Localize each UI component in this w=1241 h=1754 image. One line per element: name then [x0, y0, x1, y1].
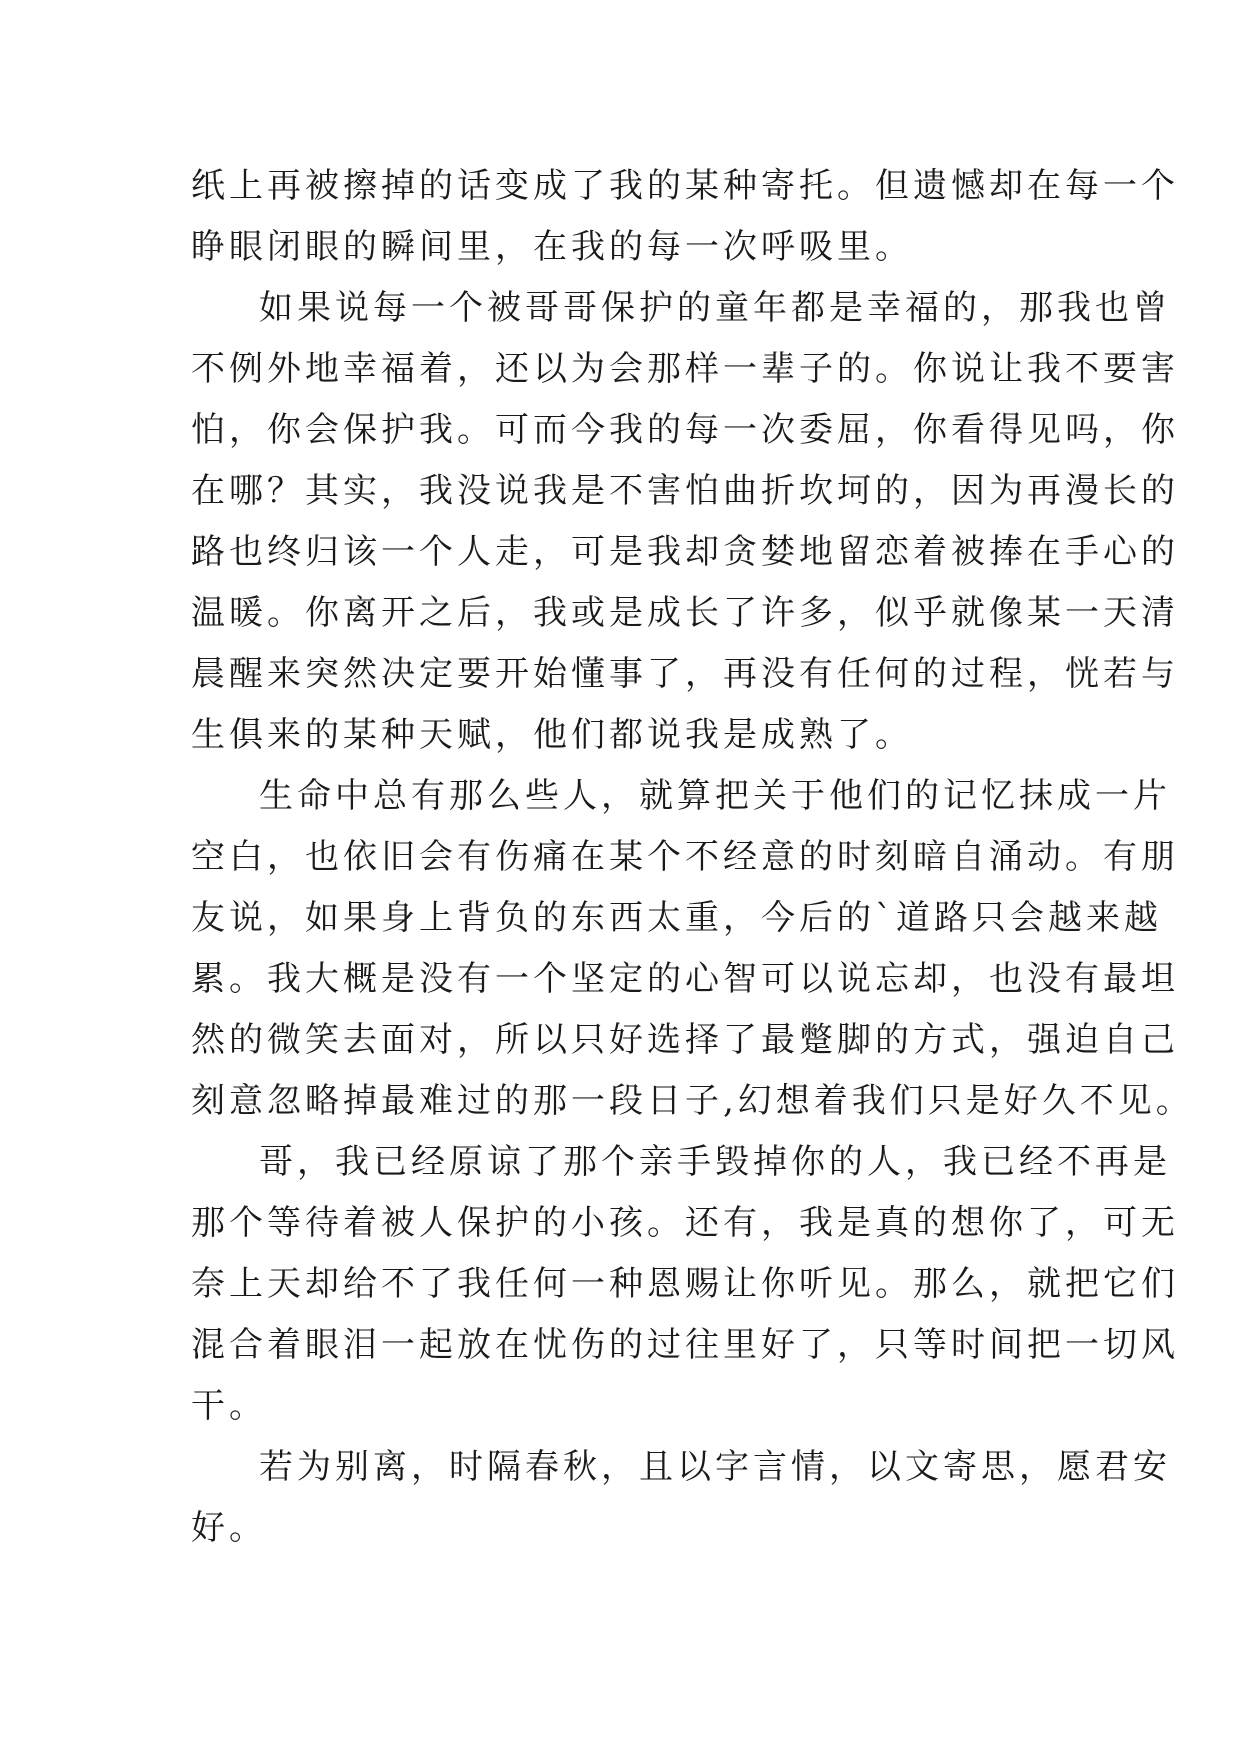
text-line: 生命中总有那么些人，就算把关于他们的记忆抹成一片 — [259, 776, 1171, 816]
text-line: 在哪？其实，我没说我是不害怕曲折坎坷的，因为再漫长的 — [191, 471, 1179, 511]
text-line: 如果说每一个被哥哥保护的童年都是幸福的，那我也曾 — [259, 288, 1171, 328]
text-line: 温暖。你离开之后，我或是成长了许多，似乎就像某一天清 — [191, 593, 1179, 633]
text-line: 刻意忽略掉最难过的那一段日子,幻想着我们只是好久不见。 — [191, 1081, 1194, 1121]
text-line: 生俱来的某种天赋，他们都说我是成熟了。 — [191, 715, 913, 755]
text-line: 怕，你会保护我。可而今我的每一次委屈，你看得见吗，你 — [191, 410, 1179, 450]
text-line: 哥，我已经原谅了那个亲手毁掉你的人，我已经不再是 — [259, 1142, 1171, 1182]
text-line: 好。 — [191, 1508, 267, 1548]
text-line: 干。 — [191, 1386, 267, 1426]
body-text — [191, 156, 1194, 1559]
text-line: 纸上再被擦掉的话变成了我的某种寄托。但遗憾却在每一个 — [191, 166, 1179, 206]
text-line: 然的微笑去面对，所以只好选择了最蹩脚的方式，强迫自己 — [191, 1020, 1179, 1060]
text-line: 睁眼闭眼的瞬间里，在我的每一次呼吸里。 — [191, 227, 913, 267]
text-line: 累。我大概是没有一个坚定的心智可以说忘却，也没有最坦 — [191, 959, 1179, 999]
text-line: 晨醒来突然决定要开始懂事了，再没有任何的过程，恍若与 — [191, 654, 1179, 694]
text-line: 若为别离，时隔春秋，且以字言情，以文寄思，愿君安 — [259, 1447, 1171, 1487]
text-line: 空白，也依旧会有伤痛在某个不经意的时刻暗自涌动。有朋 — [191, 837, 1179, 877]
text-line: 奈上天却给不了我任何一种恩赐让你听见。那么，就把它们 — [191, 1264, 1179, 1304]
text-line: 不例外地幸福着，还以为会那样一辈子的。你说让我不要害 — [191, 349, 1179, 389]
text-line: 混合着眼泪一起放在忧伤的过往里好了，只等时间把一切风 — [191, 1325, 1179, 1365]
text-line: 那个等待着被人保护的小孩。还有，我是真的想你了，可无 — [191, 1203, 1179, 1243]
text-line: 友说，如果身上背负的东西太重，今后的`道路只会越来越 — [191, 898, 1162, 938]
text-line: 路也终归该一个人走，可是我却贪婪地留恋着被捧在手心的 — [191, 532, 1179, 572]
